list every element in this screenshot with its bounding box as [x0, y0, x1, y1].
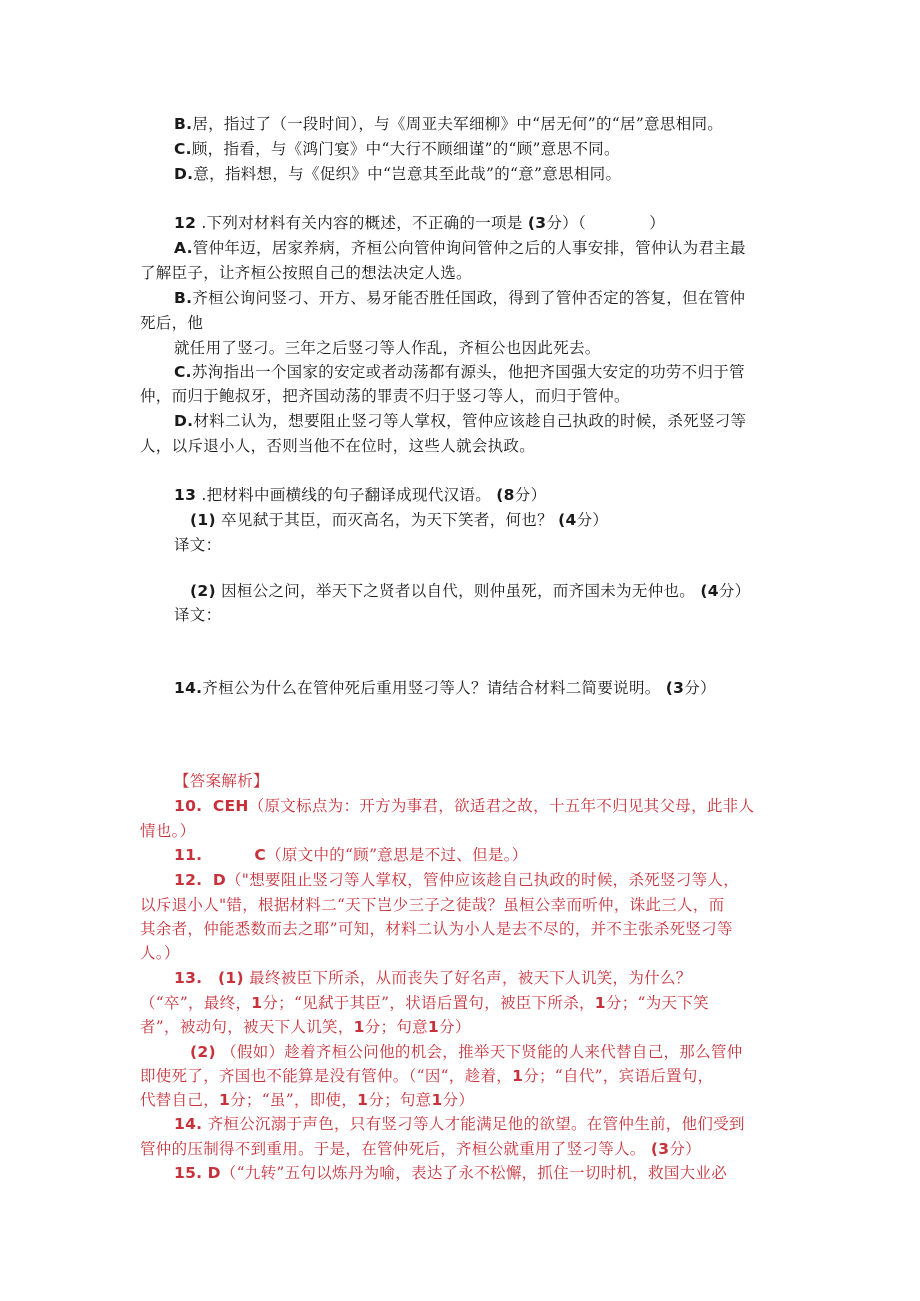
answer-13-1-line1 [174, 968, 692, 988]
sentence-number: (2) [190, 582, 216, 600]
option-text: 材料二认为，想要阻止竖刁等人掌权，管仲应该趁自己执政的时候，杀死竖刁等 [193, 412, 747, 430]
answer-text: （“九转”五句以炼丹为喻，表达了永不松懈，抓住一切时机，救国大业必 [220, 1164, 728, 1182]
answer-text: （假如）趁着齐桓公问他的机会，推举天下贤能的人来代替自己，那么管仲 [221, 1043, 743, 1061]
answer-point: 1 [431, 1091, 443, 1109]
answer-text: 分；“虽”，即使， [230, 1091, 358, 1109]
question-number: 14. [174, 679, 203, 697]
answer-text: 分） [442, 1091, 475, 1109]
answer-number: 13. [174, 969, 203, 987]
q12-option-c-line1 [174, 362, 745, 382]
sentence-score: (4 [700, 582, 719, 600]
answer-number: 14. [174, 1115, 203, 1133]
question-score: (8 [496, 486, 515, 504]
answer-number: 12. [174, 871, 203, 889]
q13-translation-label-1: 译文： [174, 536, 222, 554]
answer-point: 1 [251, 994, 263, 1012]
q13-translation-label-2: 译文： [174, 606, 222, 624]
answer-12-line2: 以斥退小人"错，根据材料二“天下岂少三子之徒哉？虽桓公幸而听仲，诛此三人，而 [140, 896, 725, 914]
answer-12-line4: 人。） [140, 944, 180, 962]
question-text: .下列对材料有关内容的概述，不正确的一项是 [201, 214, 523, 232]
q12-option-a-line2: 了解臣子，让齐桓公按照自己的想法决定人选。 [140, 264, 472, 282]
question-score-unit: 分） [684, 679, 716, 697]
sentence-text: 因桓公之问，举天下之贤者以自代，则仲虽死，而齐国未为无仲也。 [221, 582, 696, 600]
option-label: D. [174, 412, 194, 430]
q11-option-d [174, 164, 621, 184]
answer-key: C [254, 846, 267, 864]
sentence-text: 卒见弑于其臣，而灭高名，为天下笑者，何也？ [221, 511, 553, 529]
answer-text: （“卒”，最终， [140, 994, 252, 1012]
answer-number: 15. [174, 1164, 203, 1182]
answer-14-line2 [140, 1139, 701, 1159]
answer-text: 分；句意 [368, 1091, 432, 1109]
answer-number: 11. [174, 846, 203, 864]
option-text: 意，指料想，与《促织》中“岂意其至此哉”的“意”意思相同。 [193, 165, 622, 183]
option-label: B. [174, 115, 193, 133]
answer-point: 1 [427, 1018, 440, 1036]
sentence-score: (4 [558, 511, 577, 529]
answer-text: 分；“为天下笑 [605, 994, 709, 1012]
answer-10-line1 [174, 796, 754, 816]
question-score-unit: 分）（ ） [546, 214, 666, 232]
answer-13-2-line2 [140, 1066, 713, 1086]
question-text: 齐桓公为什么在管仲死后重用竖刁等人？请结合材料二简要说明。 [202, 679, 661, 697]
q13-sentence-2 [190, 581, 750, 601]
answer-12-line3: 其余者，仲能悉数而去之耶”可知，材料二认为小人是去不尽的，并不主张杀死竖刁等 [140, 920, 733, 938]
option-label: B. [174, 289, 193, 307]
q13-stem [174, 485, 546, 505]
option-label: C. [174, 140, 192, 158]
sentence-number: (1) [190, 511, 216, 529]
answer-14-line1 [174, 1114, 745, 1134]
answer-text: 代替自己， [140, 1091, 220, 1109]
answer-score: (3 [650, 1140, 670, 1158]
answer-point: 1 [594, 994, 606, 1012]
answer-13-1-line2 [140, 993, 709, 1013]
answer-text: 分；句意 [364, 1018, 428, 1036]
q12-stem [174, 213, 665, 233]
question-score: (3 [527, 214, 547, 232]
answer-text: （原文中的“顾”意思是不过、但是。） [266, 846, 528, 864]
answer-key: CEH [212, 797, 249, 815]
answer-sub-number: (1) [218, 969, 244, 987]
question-text: .把材料中画横线的句子翻译成现代汉语。 [201, 486, 492, 504]
answer-score-unit: 分） [669, 1140, 701, 1158]
question-number: 12 [174, 214, 197, 232]
answer-sub-number: (2) [190, 1043, 216, 1061]
option-text: 顾，指看，与《鸿门宴》中“大行不顾细谨”的“顾”意思不同。 [191, 140, 620, 158]
q13-sentence-1 [190, 510, 608, 530]
answer-text: （原文标点为：开方为事君，欲适君之故，十五年不归见其父母，此非人 [248, 797, 755, 815]
q12-option-d-line1 [174, 411, 746, 431]
q12-option-d-line2: 人，以斥退小人，否则当他不在位时，这些人就会执政。 [140, 437, 536, 455]
q12-option-b-line1 [174, 288, 745, 308]
option-text: 管仲年迈，居家养病，齐桓公向管仲询问管仲之后的人事安排，管仲认为君主最 [192, 239, 746, 257]
answer-13-1-line3 [140, 1017, 471, 1037]
q12-option-b-line3: 就任用了竖刁。三年之后竖刁等人作乱，齐桓公也因此死去。 [174, 339, 601, 357]
option-text: 苏洵指出一个国家的安定或者动荡都有源头，他把齐国强大安定的功劳不归于管 [191, 363, 745, 381]
answer-point: 1 [353, 1018, 365, 1036]
answer-15-line1 [174, 1163, 727, 1183]
answer-text: 分） [439, 1018, 471, 1036]
sentence-score-unit: 分） [576, 511, 609, 529]
q11-option-b [174, 114, 723, 134]
answer-number: 10. [174, 797, 203, 815]
answer-13-2-line3 [140, 1090, 474, 1110]
answer-text: 者”，被动句，被天下人讥笑， [140, 1018, 354, 1036]
sentence-score-unit: 分） [718, 582, 751, 600]
answer-13-2-line1 [190, 1042, 743, 1062]
q12-option-c-line2: 仲，而归于鲍叔牙，把齐国动荡的罪责不归于竖刁等人，而归于管仲。 [140, 387, 630, 405]
question-number: 13 [174, 486, 197, 504]
q12-option-b-line2: 死后，他 [140, 314, 204, 332]
answer-10-line2: 情也。） [140, 822, 196, 840]
question-score-unit: 分） [514, 486, 547, 504]
answer-text: （"想要阻止竖刁等人掌权，管仲应该趁自己执政的时候，杀死竖刁等人， [226, 871, 740, 889]
option-label: A. [174, 239, 193, 257]
q11-option-c [174, 139, 620, 159]
answer-key: D [212, 871, 226, 889]
answers-heading: 【答案解析】 [174, 772, 269, 790]
q12-option-a-line1 [174, 238, 746, 258]
question-score: (3 [665, 679, 685, 697]
answer-point: 1 [512, 1067, 524, 1085]
answer-text: 分；“见弑于其臣”，状语后置句，被臣下所杀， [262, 994, 595, 1012]
answer-text: 即使死了，齐国也不能算是没有管仲。（“因“，趁着， [140, 1067, 513, 1085]
option-text: 居，指过了（一段时间），与《周亚夫军细柳》中“居无何”的“居”意思相同。 [192, 115, 724, 133]
option-label: C. [174, 363, 192, 381]
option-text: 齐桓公询问竖刁、开方、易牙能否胜任国政，得到了管仲否定的答复，但在管仲 [192, 289, 746, 307]
option-label: D. [174, 165, 194, 183]
answer-12-line1 [174, 870, 739, 890]
answer-text: 分；“自代”，宾语后置句， [523, 1067, 714, 1085]
answer-key: D [207, 1164, 221, 1182]
answer-point: 1 [357, 1091, 369, 1109]
answer-11 [174, 845, 528, 865]
answer-text: 最终被臣下所杀，从而丧失了好名声，被天下人讥笑，为什么？ [249, 969, 692, 987]
answer-text: 管仲的压制得不到重用。于是，在管仲死后，齐桓公就重用了竖刁等人。 [140, 1140, 646, 1158]
answer-text: 齐桓公沉溺于声色，只有竖刁等人才能满足他的欲望。在管仲生前，他们受到 [207, 1115, 745, 1133]
q14-stem [174, 678, 716, 698]
answer-point: 1 [219, 1091, 231, 1109]
